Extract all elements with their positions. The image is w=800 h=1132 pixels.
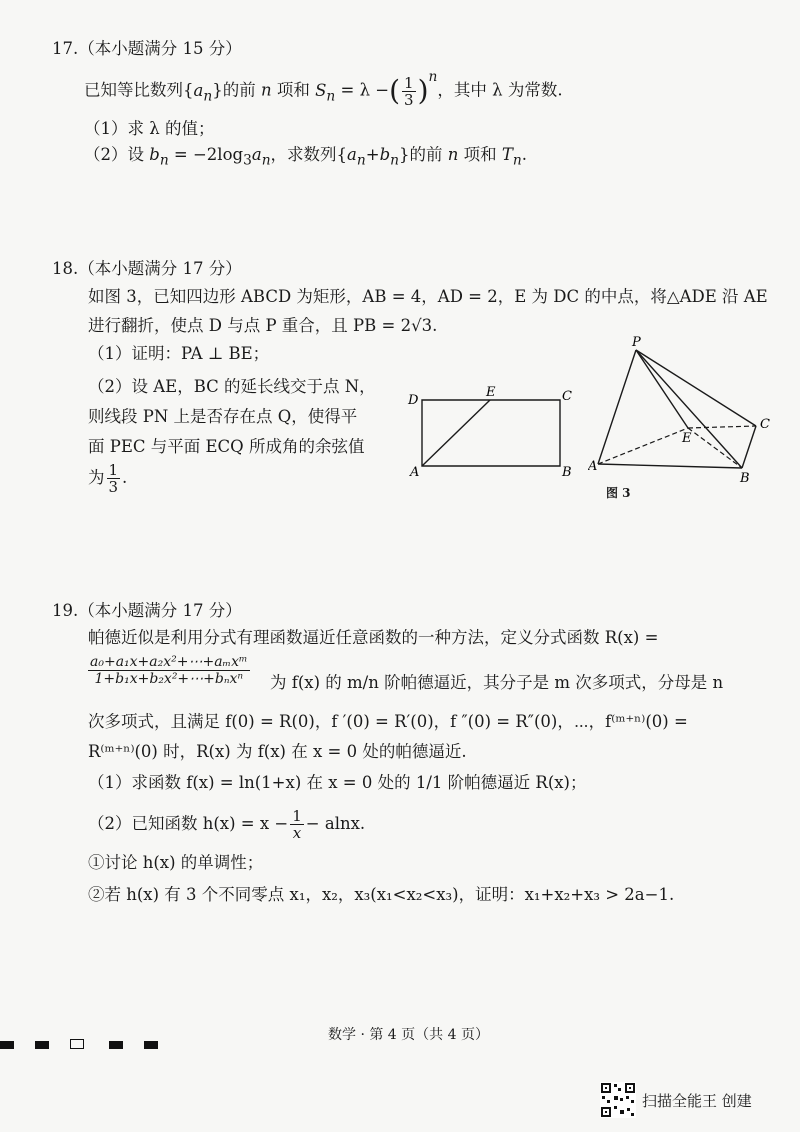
q17-part2: （2）设 $b_n = -2\log_3a_n$，求数列$\{a_n+b_n\}$的前 n 项和 $T_n$. bbox=[84, 145, 528, 169]
q17-intro: 已知等比数列$\{a_n\}$的前 n 项和 $S_n = \lambda$ −( $\frac{1}{3}$ )$^n$，其中 λ 为常数. bbox=[84, 69, 563, 109]
label-B: B bbox=[562, 465, 572, 480]
q19-header: 19.（本小题满分 17 分） bbox=[52, 601, 242, 620]
q18-part2-line2: 则线段 PN 上是否存在点 Q，使得平 bbox=[88, 407, 358, 426]
q19-line4: R⁽ᵐ⁺ⁿ⁾(0) 时，R(x) 为 f(x) 在 x = 0 处的帕德逼近. bbox=[88, 742, 467, 761]
q19-line2: 为 f(x) 的 m/n 阶帕德逼近，其分子是 m 次多项式，分母是 n bbox=[270, 673, 724, 692]
label-C: C bbox=[562, 389, 572, 404]
scanner-watermark: 扫描全能王 创建 bbox=[642, 1092, 752, 1110]
q17-part1: （1）求 λ 的值； bbox=[84, 119, 215, 138]
scan-marks bbox=[0, 1034, 158, 1053]
qr-code-icon bbox=[600, 1082, 636, 1118]
q18-header: 18.（本小题满分 17 分） bbox=[52, 259, 242, 278]
label-E: E bbox=[682, 431, 692, 446]
q19-part2: （2）已知函数 h(x) = x − $\frac{1}{x}$ − alnx. bbox=[88, 807, 366, 842]
label-A: A bbox=[410, 465, 420, 480]
q19-sub2: ②若 h(x) 有 3 个不同零点 x₁，x₂，x₃(x₁<x₂<x₃)，证明：x₁+x₂+x₃ > 2a−1. bbox=[88, 885, 675, 904]
black-mark bbox=[0, 1041, 14, 1049]
q19-line3: 次多项式，且满足 f(0) = R(0)，f ′(0) = R′(0)，f ″(0) = R″(0)，⋯，f⁽ᵐ⁺ⁿ⁾(0) = bbox=[88, 712, 688, 731]
q19-pade-fraction: $\frac{\text{a₀+a₁x+a₂x²+⋯+aₘxᵐ}}{\text{1+b₁x+b₂x²+⋯+bₙxⁿ}}$ bbox=[90, 654, 248, 687]
q18-part2-line1: （2）设 AE，BC 的延长线交于点 N， bbox=[88, 377, 376, 396]
q18-part1: （1）证明：PA ⊥ BE； bbox=[88, 344, 270, 363]
q19-part1: （1）求函数 f(x) = ln(1+x) 在 x = 0 处的 1/1 阶帕德逼近 R(x)； bbox=[88, 773, 587, 792]
label-D: D bbox=[408, 393, 419, 408]
q18-figure-rectangle bbox=[404, 384, 584, 480]
q18-part2-line4: 为 $\frac{1}{3}$ . bbox=[88, 461, 128, 496]
label-B: B bbox=[740, 471, 750, 484]
q18-part2-line3: 面 PEC 与平面 ECQ 所成角的余弦值 bbox=[88, 437, 365, 456]
q17-header: 17.（本小题满分 15 分） bbox=[52, 39, 242, 58]
figure-caption: 图 3 bbox=[606, 486, 631, 500]
q19-sub1: ①讨论 h(x) 的单调性； bbox=[88, 853, 264, 872]
page-number: 数学 · 第 4 页（共 4 页） bbox=[328, 1027, 489, 1043]
label-P: P bbox=[632, 335, 641, 350]
q18-line1: 如图 3，已知四边形 ABCD 为矩形，AB = 4，AD = 2，E 为 DC 的中点，将△ADE 沿 AE bbox=[88, 287, 768, 306]
label-E: E bbox=[486, 385, 496, 400]
white-mark bbox=[70, 1039, 84, 1049]
black-mark bbox=[35, 1041, 49, 1049]
q19-line1: 帕德近似是利用分式有理函数逼近任意函数的一种方法，定义分式函数 R(x) = bbox=[88, 628, 659, 647]
label-A: A bbox=[588, 459, 598, 474]
black-mark bbox=[144, 1041, 158, 1049]
q18-figure-pyramid bbox=[588, 334, 788, 484]
q18-line2: 进行翻折，使点 D 与点 P 重合，且 PB = 2√3. bbox=[88, 316, 438, 335]
black-mark bbox=[109, 1041, 123, 1049]
label-C: C bbox=[760, 417, 770, 432]
